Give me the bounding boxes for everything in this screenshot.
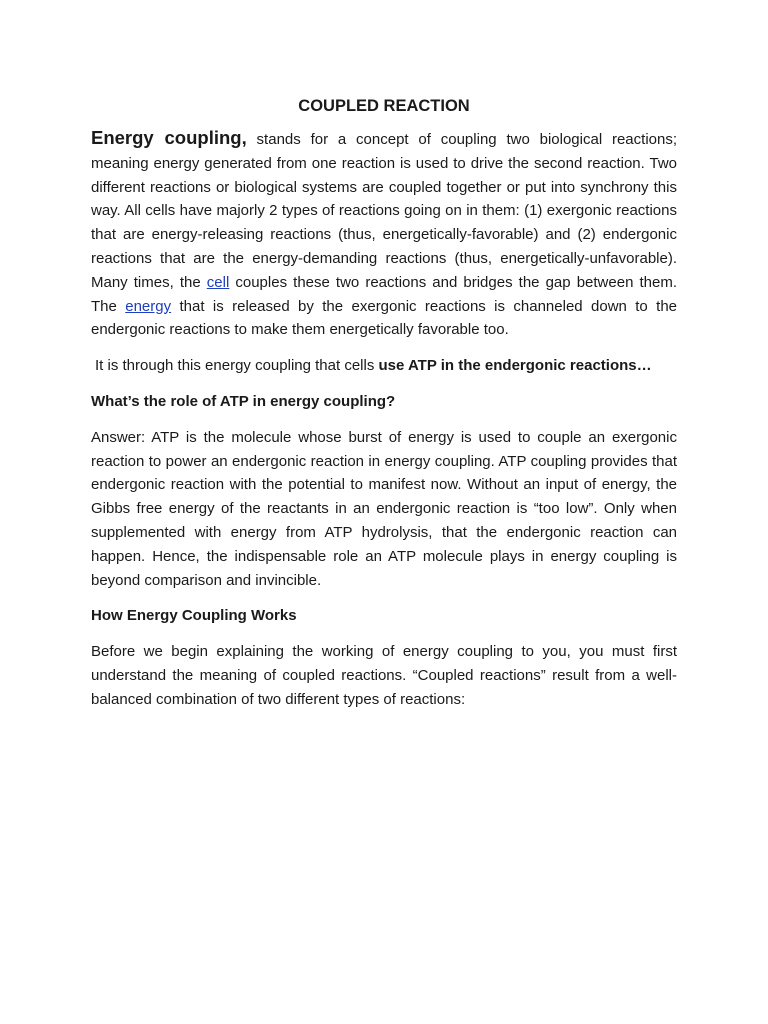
closing-paragraph: Before we begin explaining the working of energy coupling to you, you must first understand the meaning of coupled reactions. “Coupled reactions” result from a well-balanced combination of two different types of reactions:: [91, 643, 677, 708]
atp-line-bold: use ATP in the endergonic reactions…: [378, 357, 652, 375]
intro-paragraph: [91, 126, 677, 342]
intro-text-1: stands for a concept of coupling two biological reactions; meaning energy generated from one reaction is used to drive the second reaction. Two different reactions or biological systems are coupled together or put into synchrony this way. All cells have majorly 2 types of reactions going on in them: (1) exergonic reactions that are energy-releasing reactions (thus, energetically-favorable) and (2) endergonic reactions that are the energy-demanding reactions (thus, energetically-unfavorable). Many times, the: [91, 131, 677, 291]
document-body: [91, 94, 677, 724]
section-heading: How Energy Coupling Works: [91, 607, 297, 625]
question-heading: What’s the role of ATP in energy coupling?: [91, 392, 396, 410]
intro-text-2: couples these two reactions and bridges the gap between them. The: [91, 273, 678, 315]
answer-paragraph: Answer: ATP is the molecule whose burst of energy is used to couple an exergonic reaction to power an endergonic reaction in energy coupling. ATP coupling provides that endergonic reaction with the potential to manifest now. Without an input of energy, the Gibbs free energy of the reactants in an endergonic reaction is “too low”. Only when supplemented with energy from ATP hydrolysis, that the endergonic reaction can happen. Hence, the indispensable role an ATP molecule plays in energy coupling is beyond comparison and invincible.: [91, 428, 677, 589]
atp-line-text: It is through this energy coupling that cells: [95, 357, 379, 375]
cell-link[interactable]: cell: [206, 273, 230, 291]
intro-text-3: that is released by the exergonic reactions is channeled down to the endergonic reactions to make them energetically favorable too.: [91, 297, 678, 339]
lead-term: Energy coupling,: [91, 127, 247, 148]
atp-usage-line: [91, 354, 677, 378]
page-title: COUPLED REACTION: [298, 97, 470, 115]
energy-link[interactable]: energy: [125, 297, 172, 315]
